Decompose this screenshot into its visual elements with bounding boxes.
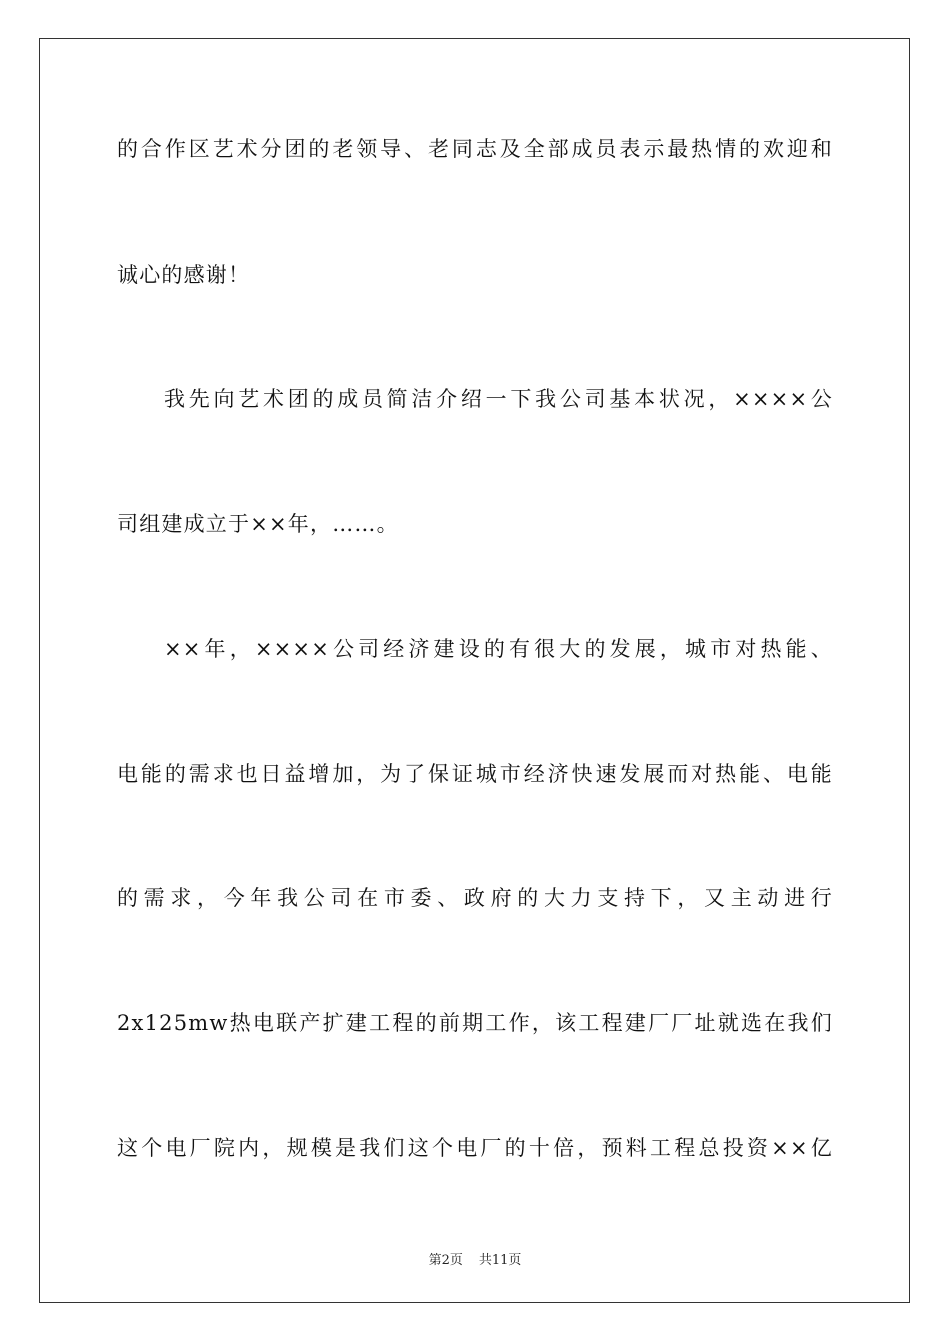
page-footer (0, 1249, 950, 1268)
text-line: 电能的需求也日益增加，为了保证城市经济快速发展而对热能、电能 (117, 762, 833, 786)
text-line: 我先向艺术团的成员简洁介绍一下我公司基本状况，××××公 (164, 387, 833, 411)
text-line: 诚心的感谢！ (117, 263, 251, 287)
text-line: 司组建成立于××年，……。 (117, 512, 399, 536)
text-line: 的合作区艺术分团的老领导、老同志及全部成员表示最热情的欢迎和 (117, 137, 833, 161)
text-line: ××年，××××公司经济建设的有很大的发展，城市对热能、 (164, 637, 833, 661)
page-number: 第2页 (428, 1253, 463, 1268)
text-line: 的需求，今年我公司在市委、政府的大力支持下，又主动进行 (117, 886, 833, 910)
text-line: 2x125mw热电联产扩建工程的前期工作，该工程建厂厂址就选在我们 (117, 1011, 833, 1035)
page-total: 共11页 (478, 1253, 522, 1268)
text-line: 这个电厂院内，规模是我们这个电厂的十倍，预料工程总投资××亿 (117, 1136, 833, 1160)
page-border (39, 38, 910, 1303)
